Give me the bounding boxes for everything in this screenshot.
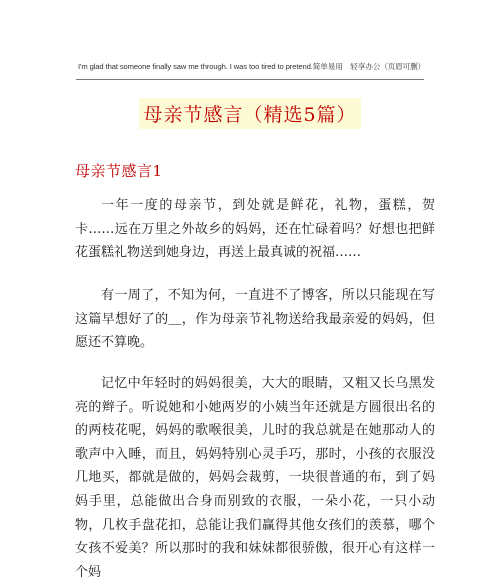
paragraph: 记忆中年轻时的妈妈很美，大大的眼睛，又粗又长乌黑发亮的辫子。听说她和小她两岁的小姨当年还就是方圆很出名的的两枝花呢，妈妈的歌喉很美，儿时的我总就是在她那动人的歌声中入睡，而且，妈妈特别心灵手巧，那时，小孩的衣服没几地买，都就是做的，妈妈会裁剪，一块很普通的布，到了妈妈手里，总能做出合身而别致的衣服，一朵小花，一只小动物，几枚手盘花扣，总能让我们赢得其他女孩们的羡慕，哪个女孩不爱美？所以那时的我和妹妹都很骄傲，很开心有这样一个妈 [75,376,435,580]
header-divider [76,79,424,80]
paragraph: 有一周了，不知为何，一直进不了博客，所以只能现在写这篇早想好了的＿，作为母亲节礼物送给我最亲爱的妈妈，但愿还不算晚。 [75,288,435,351]
document-title: 母亲节感言（精选5篇） [139,98,360,129]
document-title-block [0,98,500,129]
paragraph: 一年一度的母亲节，到处就是鲜花，礼物，蛋糕，贺卡……远在万里之外故乡的妈妈，还在忙碌着吗？好想也把鲜花蛋糕礼物送到她身边，再送上最真诚的祝福…… [75,198,435,261]
page-header: I'm glad that someone finally saw me through. I was too tired to pretend.简单易用 轻享办公（页眉可删） [78,62,426,71]
section-heading: 母亲节感言1 [75,162,163,180]
